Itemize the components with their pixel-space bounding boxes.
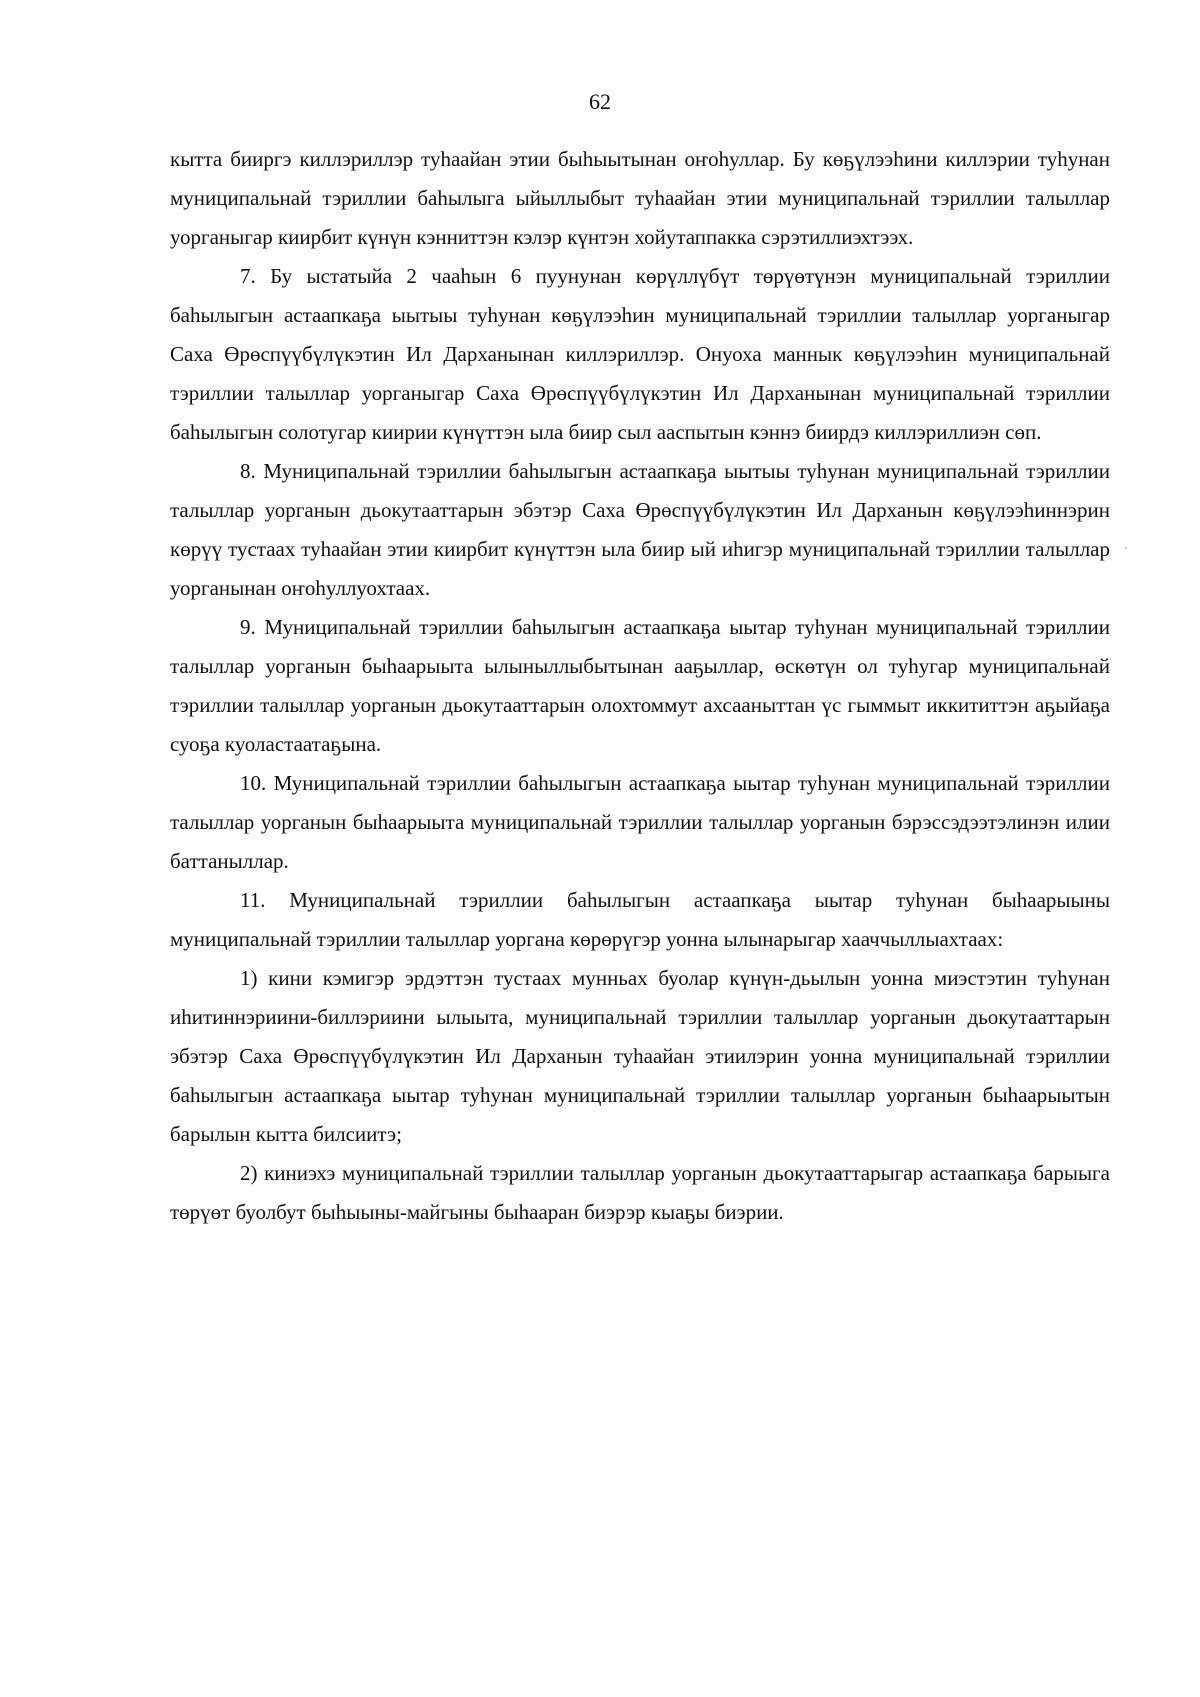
- paragraph-continuation: кытта бииргэ киллэриллэр туhаайан этии быhыытынан оҥоhуллар. Бу көҕүлээhини киллэрии туhунан муниципальнай тэриллии баhылыга ыйыллыбыт туhаайан этии муниципальнай тэриллии талыллар уорганыгар киирбит күнүн кэнниттэн кэлэр күнтэн хойутаппакка сэрэтиллиэхтээх.: [170, 147, 1110, 249]
- list-item-1: 1) кини кэмигэр эрдэттэн тустаах мунньах буолар күнүн-дьылын уонна миэстэтин туhунан иhитиннэриини-биллэриини ылыыта, муниципальнай тэриллии талыллар уорганын дьокутааттарын эбэтэр Саха Өрөспүүбүлүкэтин Ил Дарханын туhаайан этиилэрин уонна муниципальнай тэриллии баhылыгын астаапкаҕа ыытар туhунан муниципальнай тэриллии талыллар уорганын быhаарыытын барылын кытта билсиитэ;: [170, 966, 1110, 1146]
- paragraph-item-11: 11. Муниципальнай тэриллии баhылыгын астаапкаҕа ыытар туhунан быhаарыыны муниципальнай тэриллии талыллар уоргана көрөрүгэр уонна ылынарыгар хааччыллыахтаах:: [170, 888, 1110, 951]
- paragraph-item-8: 8. Муниципальнай тэриллии баhылыгын астаапкаҕа ыытыы туhунан муниципальнай тэриллии талыллар уорганын дьокутааттарын эбэтэр Саха Өрөспүүбүлүкэтин Ил Дарханын көҕүлээhиннэрин көрүү тустаах туhаайан этии киирбит күнүттэн ыла биир ый иhигэр муниципальнай тэриллии талыллар уорганынан оҥоhуллуохтаах.: [170, 459, 1110, 600]
- paragraph-item-9: 9. Муниципальнай тэриллии баhылыгын астаапкаҕа ыытар туhунан муниципальнай тэриллии талыллар уорганын быhаарыыта ылыныллыбытынан ааҕыллар, өскөтүн ол туhугар муниципальнай тэриллии талыллар уорганын дьокутааттарын олохтоммут ахсааныттан үс гыммыт иккититтэн аҕыйаҕа суоҕа куоластаатаҕына.: [170, 615, 1110, 756]
- paragraph-item-10: 10. Муниципальнай тэриллии баhылыгын астаапкаҕа ыытар туhунан муниципальнай тэриллии талыллар уорганын быhаарыыта муниципальнай тэриллии талыллар уорганын бэрэссэдээтэлинэн илии баттаныллар.: [170, 771, 1110, 873]
- paragraph-item-7: 7. Бу ыстатыйа 2 чааhын 6 пуунунан көрүллүбүт төрүөтүнэн муниципальнай тэриллии баhылыгын астаапкаҕа ыытыы туhунан көҕүлээhин муниципальнай тэриллии талыллар уорганыгар Саха Өрөспүүбүлүкэтин Ил Дарханынан киллэриллэр. Онуоха маннык көҕүлээhин муниципальнай тэриллии талыллар уорганыгар Саха Өрөспүүбүлүкэтин Ил Дарханынан муниципальнай тэриллии баhылыгын солотугар киирии күнүттэн ыла биир сыл ааспытын кэннэ биирдэ киллэриллиэн сөп.: [170, 264, 1110, 444]
- scan-artifact: [1125, 547, 1127, 549]
- list-item-2: 2) киниэхэ муниципальнай тэриллии талыллар уорганын дьокутааттарыгар астаапкаҕа барыыга төрүөт буолбут быhыыны-майгыны быhааран биэрэр кыаҕы биэрии.: [170, 1161, 1110, 1224]
- document-body: [170, 140, 1110, 1232]
- page-number: 62: [589, 89, 611, 114]
